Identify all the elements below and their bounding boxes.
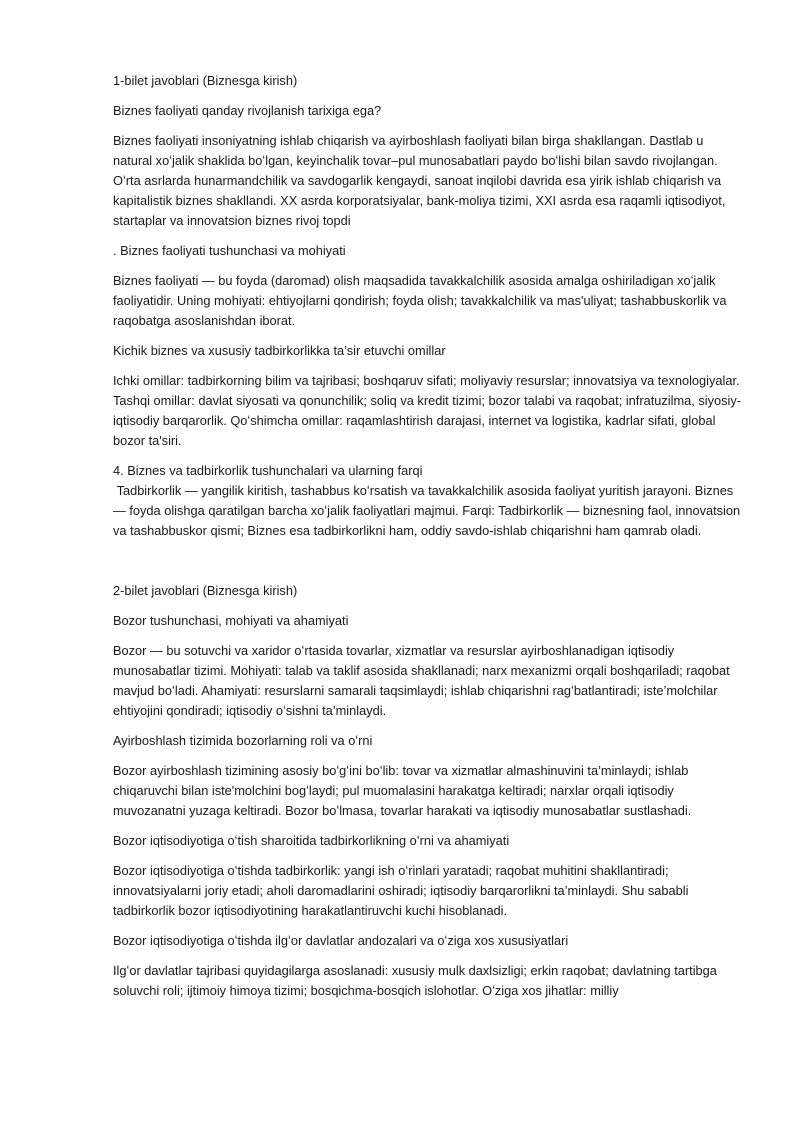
answer-business-vs-entrepreneurship: Tadbirkorlik — yangilik kiritish, tashabbus koʻrsatish va tavakkalchilik asosida faoliyat yuritish jarayoni. Biznes — foyda olishga qaratilgan barcha xoʻjalik faoliyatlari majmui. Farqi: Tadbirkorlik — biznesning faol, innovatsion va tashabbuskor qismi; Biznes esa tadbirkorlikni ham, oddiy savdo-ishlab chiqarishni ham qamrab oladi.	[113, 483, 744, 538]
section-1-title: 1-bilet javoblari (Biznesga kirish)	[113, 73, 298, 88]
blank-paragraph	[113, 551, 745, 571]
question-entrepreneurship-transition: Bozor iqtisodiyotiga oʻtish sharoitida tadbirkorlikning oʻrni va ahamiyati	[113, 833, 510, 848]
answer-market-concept: Bozor — bu sotuvchi va xaridor oʻrtasida tovarlar, xizmatlar va resurslar ayirboshlanadigan iqtisodiy munosabatlar tizimi. Mohiyati: talab va taklif asosida shakllanadi; narx mexanizmi orqali boshqariladi; raqobat mavjud boʻladi. Ahamiyati: resurslarni samarali taqsimlaydi; ishlab chiqarishni ragʻbatlantiradi; iste’molchilar ehtiyojini qondiradi; iqtisodiy oʻsishni ta’minlaydi.	[113, 643, 734, 718]
question-business-history: Biznes faoliyati qanday rivojlanish tarixiga ega?	[113, 103, 382, 118]
answer-small-business-factors: Ichki omillar: tadbirkorning bilim va tajribasi; boshqaruv sifati; moliyaviy resurslar; innovatsiya va texnologiyalar. Tashqi omillar: davlat siyosati va qonunchilik; soliq va kredit tizimi; bozor talabi va raqobat; infratuzilma, siyosiy-iqtisodiy barqarorlik. Qoʻshimcha omillar: raqamlashtirish darajasi, internet va logistika, kadrlar sifati, global bozor ta'siri.	[113, 373, 743, 448]
answer-market-role-exchange: Bozor ayirboshlash tizimining asosiy boʻgʻini boʻlib: tovar va xizmatlar almashinuvini ta’minlaydi; ishlab chiqaruvchi bilan iste'molchini bogʻlaydi; pul muomalasini harakatga keltiradi; narxlar orqali iqtisodiy muvozanatni yuzaga keltiradi. Bozor boʻlmasa, tovarlar harakati va iqtisodiy munosabatlar sustlashadi.	[113, 763, 692, 818]
question-market-role-exchange: Ayirboshlash tizimida bozorlarning roli va oʻrni	[113, 733, 373, 748]
question-business-concept: . Biznes faoliyati tushunchasi va mohiyati	[113, 243, 346, 258]
document-text-body	[113, 71, 745, 1011]
question-small-business-factors: Kichik biznes va xususiy tadbirkorlikka ta’sir etuvchi omillar	[113, 343, 446, 358]
question-advanced-countries-models: Bozor iqtisodiyotiga oʻtishda ilgʻor davlatlar andozalari va oʻziga xos xususiyatlari	[113, 933, 569, 948]
question-business-vs-entrepreneurship: 4. Biznes va tadbirkorlik tushunchalari va ularning farqi	[113, 463, 423, 478]
answer-business-concept: Biznes faoliyati — bu foyda (daromad) olish maqsadida tavakkalchilik asosida amalga oshiriladigan xoʻjalik faoliyatidir. Uning mohiyati: ehtiyojlarni qondirish; foyda olish; tavakkalchilik va mas'uliyat; tashabbuskorlik va raqobatga asoslanishdan iborat.	[113, 273, 730, 328]
question-market-concept: Bozor tushunchasi, mohiyati va ahamiyati	[113, 613, 349, 628]
answer-advanced-countries-models: Ilgʻor davlatlar tajribasi quyidagilarga asoslanadi: xususiy mulk daxlsizligi; erkin raqobat; davlatning tartibga soluvchi roli; ijtimoiy himoya tizimi; bosqichma-bosqich islohotlar. Oʻziga xos jihatlar: milliy	[113, 963, 721, 998]
answer-entrepreneurship-transition: Bozor iqtisodiyotiga oʻtishda tadbirkorlik: yangi ish oʻrinlari yaratadi; raqobat muhitini shakllantiradi; innovatsiyalarni joriy etadi; aholi daromadlarini oshiradi; iqtisodiy barqarorlikni ta’minlaydi. Shu sababli tadbirkorlik bozor iqtisodiyotining harakatlantiruvchi kuchi hisoblanadi.	[113, 863, 693, 918]
section-2-title: 2-bilet javoblari (Biznesga kirish)	[113, 583, 298, 598]
answer-business-history: Biznes faoliyati insoniyatning ishlab chiqarish va ayirboshlash faoliyati bilan birga shakllangan. Dastlab u natural xoʻjalik shaklida boʻlgan, keyinchalik tovar–pul munosabatlari paydo boʻlishi bilan savdo rivojlangan. Oʻrta asrlarda hunarmandchilik va savdogarlik kengaydi, sanoat inqilobi davrida esa yirik ishlab chiqarish va kapitalistik biznes shakllandi. XX asrda korporatsiyalar, bank-moliya tizimi, XXI asrda esa raqamli iqtisodiyot, startaplar va innovatsion biznes rivoj topdi	[113, 133, 729, 228]
